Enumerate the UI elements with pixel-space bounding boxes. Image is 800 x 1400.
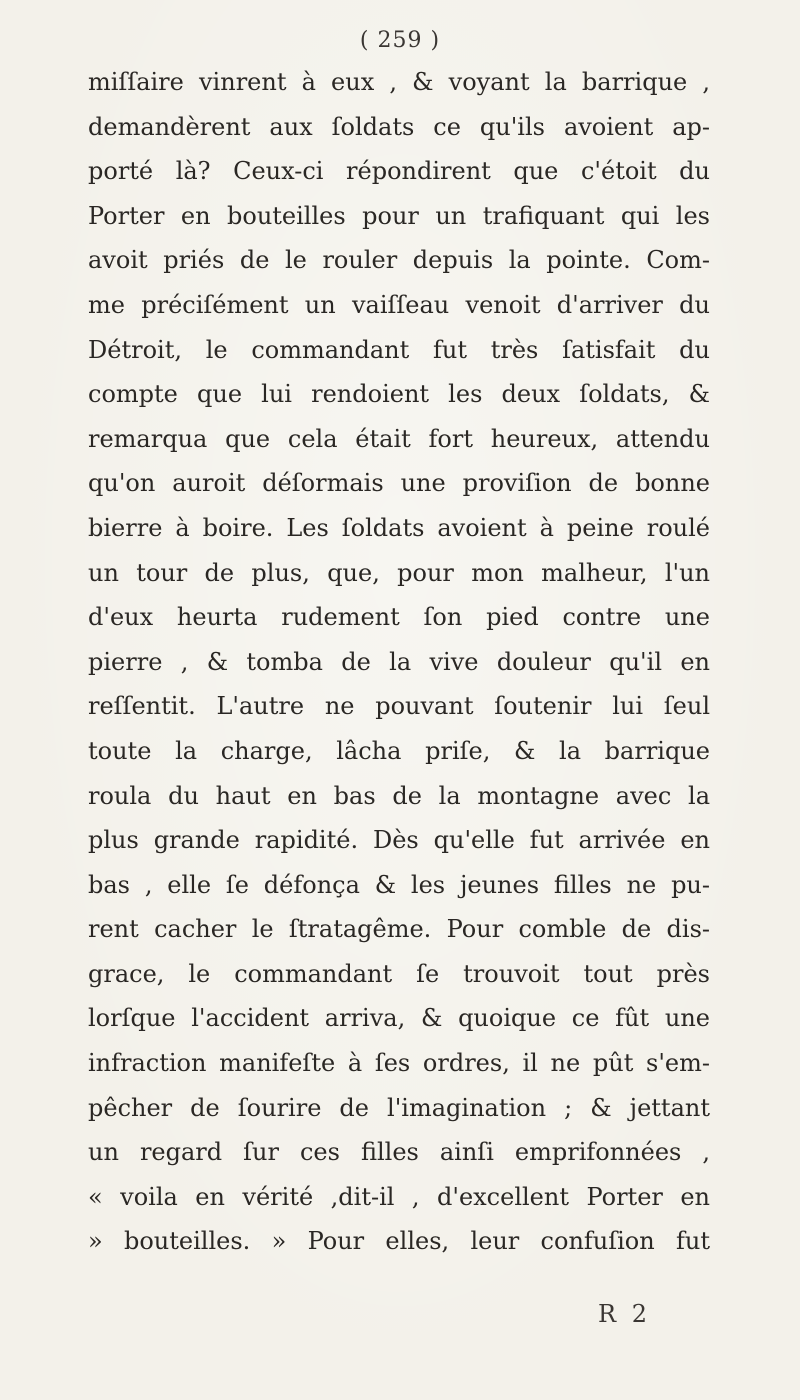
text-line: me préciſément un vaiſſeau venoit d'arriver du (88, 290, 710, 319)
text-line: remarqua que cela était fort heureux, attendu (88, 424, 710, 453)
text-line: pierre , & tomba de la vive douleur qu'il en (88, 647, 710, 676)
text-line: demandèrent aux ſoldats ce qu'ils avoient ap- (88, 112, 710, 141)
signature-mark: R 2 (598, 1300, 651, 1328)
body-text (88, 60, 710, 1264)
text-line: lorſque l'accident arriva, & quoique ce fût une (88, 1004, 710, 1033)
text-line: infraction manifeſte à ſes ordres, il ne pût s'em- (88, 1049, 710, 1078)
text-line: bas , elle ſe défonça & les jeunes filles ne pu- (88, 870, 710, 899)
text-line: pêcher de ſourire de l'imagination ; & jettant (88, 1093, 710, 1122)
text-line: qu'on auroit déſormais une proviſion de bonne (88, 469, 710, 498)
text-line: Porter en bouteilles pour un trafiquant qui les (88, 201, 710, 230)
text-line: » bouteilles. » Pour elles, leur confuſion fut (88, 1227, 710, 1256)
text-line: rent cacher le ſtratagême. Pour comble de dis- (88, 915, 710, 944)
text-line: porté là? Ceux-ci répondirent que c'étoit du (88, 157, 710, 186)
text-line: un tour de plus, que, pour mon malheur, l'un (88, 558, 710, 587)
text-line: avoit priés de le rouler depuis la pointe. Com- (88, 246, 710, 275)
text-line: bierre à boire. Les ſoldats avoient à peine roulé (88, 513, 710, 542)
text-line: grace, le commandant ſe trouvoit tout près (88, 959, 710, 988)
text-line: plus grande rapidité. Dès qu'elle fut arrivée en (88, 826, 710, 855)
text-line: d'eux heurta rudement ſon pied contre une (88, 603, 710, 632)
text-line: « voila en vérité ,dit-il , d'excellent Porter en (88, 1182, 710, 1211)
text-line: toute la charge, lâcha priſe, & la barrique (88, 736, 710, 765)
text-line: reſſentit. L'autre ne pouvant ſoutenir lui ſeul (88, 692, 710, 721)
text-line: roula du haut en bas de la montagne avec la (88, 781, 710, 810)
text-line: un regard ſur ces filles ainſi emprifonnées , (88, 1138, 710, 1167)
text-line: compte que lui rendoient les deux ſoldats, & (88, 380, 710, 409)
text-line: miſſaire vinrent à eux , & voyant la barrique , (88, 68, 710, 96)
text-line: Détroit, le commandant fut très ſatisfait du (88, 335, 710, 364)
page-number: ( 259 ) (359, 28, 441, 53)
